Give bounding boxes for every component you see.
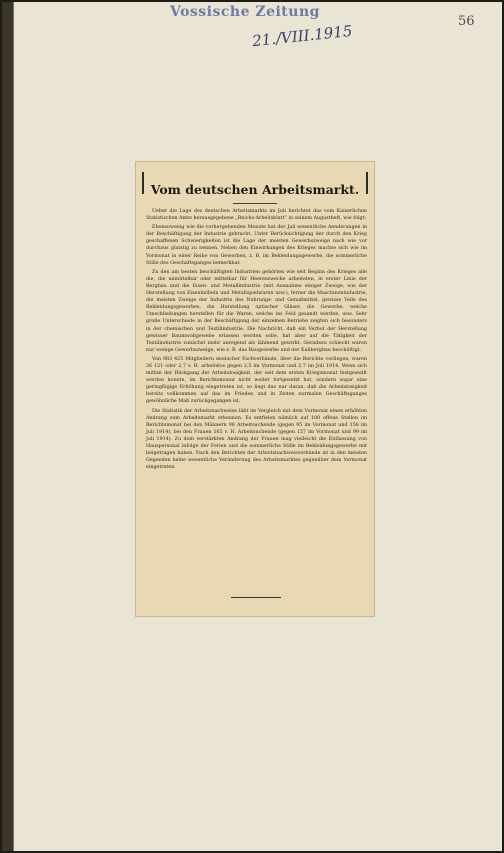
article-paragraph: Von 983 425 Mitgliedern deutscher Fachverbände, über die Berichte vorliegen, waren 26 121 oder 2,7 v. H. arbeitslos gegen 2,5 im Vormonat und 2,7 im Juli 1914. Wenn sich mithin der Rückgang der Arbeitslosigkeit, der seit dem ersten Kriegsmonat festgestellt werden konnte, im Berichtsmonat nicht weiter fortgesetzt hat, sondern sogar eine geringfügige Erhöhung eingetreten ist, so liegt das nur daran, daß die Arbeitslosigkeit bereits vollkommen auf das im Frieden und in Zeiten normalen Geschäftsganges gewöhnliche Maß zurückgegangen ist. bbox=[146, 356, 367, 405]
article-paragraph: Ueber die Lage des deutschen Arbeitsmarkts im Juli berichtet das vom Kaiserlichen Statistischen Amte herausgegebene „Reichs-Arbeitsblatt“ in seinem Augustheft, wie folgt: bbox=[146, 209, 367, 222]
headline-bar-left bbox=[142, 172, 144, 194]
scan-border bbox=[0, 0, 13, 853]
newspaper-stamp: Vossische Zeitung bbox=[170, 4, 320, 20]
folio-number: 56 bbox=[458, 14, 475, 29]
handwritten-date: 21./VIII.1915 bbox=[251, 21, 354, 51]
article-end-rule bbox=[231, 597, 281, 598]
article-paragraph: Zu den am besten beschäftigten Industrien gehörten wie seit Beginn des Krieges alle die, die unmittelbar oder mittelbar für Heereszwecke arbeiteten, in erster Linie der Bergbau und die Eisen- und Metallindustrie (mit Ausnahme einiger Zweige, wie der Herstellung von Eisenmöbeln und Metallspielwaren usw.), ferner die Maschinenindustrie, die meisten Zweige der Industrie des Nahrungs- und Genußmittel, gewisse Teile des Bekleidungsgewerbes, die Herstellung optischer Gläser, die Gewerbe, welche Umschließungen herstellen für die Waren, welche ins Feld gesandt werden, usw. Sehr große Unterschiede in der Beschäftigung der einzelnen Betriebe zeigten sich besonders in der chemischen und Textilindustrie. Die Nachricht, daß ein Verbot der Herstellung gewisser Baumwollgewebe erlassen werden solle, hat aber auf die Tätigkeit der Textilindustrie zunächst mehr anregend als lähmend gewirkt. Geradezu schlecht waren nur wenige Gewerbszweige, wie z. B. das Baugewerbe und der Kalibergbau beschäftigt. bbox=[146, 269, 367, 353]
headline-divider bbox=[233, 203, 277, 204]
article-body bbox=[136, 208, 374, 471]
article-paragraph: Ebensowenig wie die vorhergehenden Monate hat der Juli wesentliche Aenderungen in der Beschäftigung der Industrie gebracht. Unter Berücksichtigung der durch den Krieg geschaffenen Schwierigkeiten ist die Lage der meisten Gewerbszweige nach wie vor durchaus günstig zu nennen. Neben den Einwirkungen des Krieges machte sich wie im Vormonat in einer Reihe von Gewerben, z. B. im Bekleidungsgewerbe, die sommerliche Stille des Geschäftsganges bemerkbar. bbox=[146, 225, 367, 266]
article-headline: Vom deutschen Arbeitsmarkt. bbox=[150, 182, 360, 197]
newspaper-clipping bbox=[136, 162, 374, 616]
headline-bar-right bbox=[366, 172, 368, 194]
article-paragraph: Die Statistik der Arbeitsnachweise läßt im Vergleich mit dem Vormonat einen erhöhten Andrang zum Arbeitsmarkt erkennen. Es entfielen nämlich auf 100 offene Stellen im Berichtsmonat bei den Männern 98 Arbeitsuchende (gegen 95 im Vormonat und 158 im Juli 1914), bei den Frauen 165 v. H. Arbeitsuchende (gegen 157 im Vormonat und 99 im Juli 1914). Zu dem verstärkten Andrang der Frauen mag vielleicht die Entlassung von Hauspersonal infolge der Ferien und die sommerliche Stille im Bekleidungsgewerbe mit beigetragen haben. Nach den Berichten der Arbeitsnachweisverbände ist in den meisten Gegenden keine wesentliche Veränderung des Arbeitsmarktes gegenüber dem Vormonat eingetreten. bbox=[146, 408, 367, 471]
scan-border-line bbox=[13, 0, 14, 853]
